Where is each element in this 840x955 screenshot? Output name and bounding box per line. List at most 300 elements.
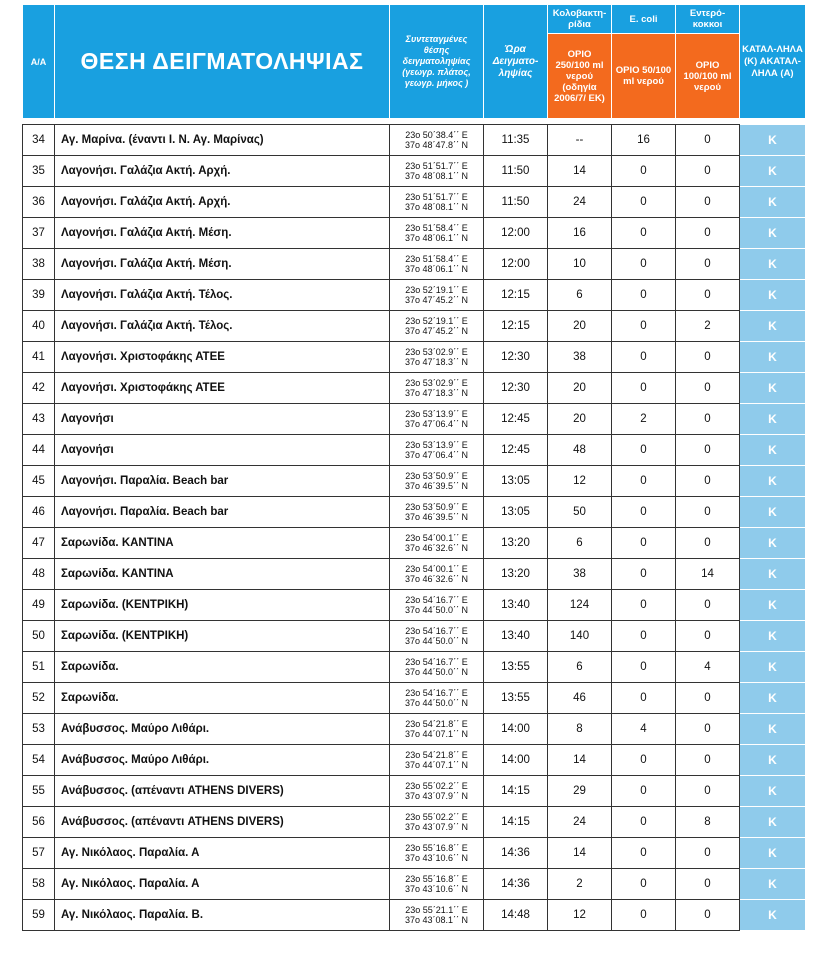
row-coordinates — [390, 125, 484, 156]
row-coliform: 8 — [548, 714, 612, 745]
row-number: 55 — [23, 776, 55, 807]
row-enterococci: 0 — [676, 125, 740, 156]
row-coord-1: 23o 53΄50.9΄΄ E — [405, 502, 468, 512]
row-number: 38 — [23, 249, 55, 280]
row-coliform: 16 — [548, 218, 612, 249]
row-coliform: 38 — [548, 342, 612, 373]
row-enterococci: 0 — [676, 900, 740, 931]
row-ecoli: 0 — [612, 745, 676, 776]
row-location: Ανάβυσσος. (απέναντι ATHENS DIVERS) — [55, 807, 390, 838]
row-coliform: 29 — [548, 776, 612, 807]
row-result-badge: Κ — [740, 869, 806, 900]
row-coordinates — [390, 683, 484, 714]
limit-enterococci: ΟΡΙΟ 100/100 ml νερού — [676, 34, 740, 119]
row-time: 14:48 — [484, 900, 548, 931]
row-result-badge: Κ — [740, 900, 806, 931]
row-coliform: 24 — [548, 807, 612, 838]
row-coordinates — [390, 404, 484, 435]
row-location: Αγ. Νικόλαος. Παραλία. Α — [55, 869, 390, 900]
row-number: 46 — [23, 497, 55, 528]
row-result-badge: Κ — [740, 652, 806, 683]
row-time: 12:30 — [484, 373, 548, 404]
header-enterococci: Εντερό-κοκκοι — [676, 5, 740, 34]
row-enterococci: 8 — [676, 807, 740, 838]
row-coord-2: 37o 44΄50.0΄΄ N — [404, 667, 469, 677]
row-coordinates — [390, 590, 484, 621]
table-row — [23, 900, 806, 931]
row-number: 59 — [23, 900, 55, 931]
row-ecoli: 4 — [612, 714, 676, 745]
row-coord-2: 37o 47΄45.2΄΄ N — [404, 295, 469, 305]
row-ecoli: 0 — [612, 218, 676, 249]
row-coliform: 48 — [548, 435, 612, 466]
row-result-badge: Κ — [740, 714, 806, 745]
row-coord-1: 23o 50΄38.4΄΄ E — [405, 130, 468, 140]
row-number: 47 — [23, 528, 55, 559]
row-location: Αγ. Νικόλαος. Παραλία. Α — [55, 838, 390, 869]
table-row — [23, 249, 806, 280]
row-coord-1: 23o 55΄21.1΄΄ E — [405, 905, 468, 915]
row-result-badge: Κ — [740, 838, 806, 869]
table-row — [23, 776, 806, 807]
row-coord-1: 23o 54΄00.1΄΄ E — [405, 533, 468, 543]
row-coliform: 6 — [548, 528, 612, 559]
row-ecoli: 0 — [612, 776, 676, 807]
limit-coliform: ΟΡΙΟ 250/100 ml νερού (οδηγία 2006/7/ ΕΚ) — [548, 34, 612, 119]
row-coord-1: 23o 54΄16.7΄΄ E — [405, 688, 468, 698]
row-enterococci: 0 — [676, 528, 740, 559]
row-coord-2: 37o 47΄45.2΄΄ N — [404, 326, 469, 336]
row-location: Αγ. Νικόλαος. Παραλία. Β. — [55, 900, 390, 931]
row-ecoli: 0 — [612, 342, 676, 373]
row-location: Λαγονήσι. Γαλάζια Ακτή. Τέλος. — [55, 311, 390, 342]
row-result-badge: Κ — [740, 807, 806, 838]
row-coliform: 124 — [548, 590, 612, 621]
row-enterococci: 0 — [676, 776, 740, 807]
row-coord-1: 23o 55΄02.2΄΄ E — [405, 812, 468, 822]
row-coliform: 10 — [548, 249, 612, 280]
row-ecoli: 0 — [612, 280, 676, 311]
row-result-badge: Κ — [740, 590, 806, 621]
row-ecoli: 0 — [612, 311, 676, 342]
row-time: 12:45 — [484, 435, 548, 466]
row-coord-2: 37o 47΄06.4΄΄ N — [404, 419, 469, 429]
row-number: 49 — [23, 590, 55, 621]
row-time: 12:15 — [484, 280, 548, 311]
table-row — [23, 714, 806, 745]
row-coord-1: 23o 55΄16.8΄΄ E — [405, 843, 468, 853]
row-time: 13:55 — [484, 683, 548, 714]
table-row — [23, 683, 806, 714]
row-location: Λαγονήσι. Γαλάζια Ακτή. Αρχή. — [55, 156, 390, 187]
row-result-badge: Κ — [740, 745, 806, 776]
row-time: 14:15 — [484, 807, 548, 838]
row-coord-2: 37o 47΄06.4΄΄ N — [404, 450, 469, 460]
table-row — [23, 404, 806, 435]
row-number: 39 — [23, 280, 55, 311]
row-number: 52 — [23, 683, 55, 714]
row-enterococci: 2 — [676, 311, 740, 342]
row-coordinates — [390, 466, 484, 497]
row-result-badge: Κ — [740, 776, 806, 807]
row-result-badge: Κ — [740, 125, 806, 156]
row-ecoli: 0 — [612, 466, 676, 497]
header-location: ΘΕΣΗ ΔΕΙΓΜΑΤΟΛΗΨΙΑΣ — [55, 5, 390, 119]
row-result-badge: Κ — [740, 218, 806, 249]
row-location: Λαγονήσι. Χριστοφάκης ΑΤΕΕ — [55, 342, 390, 373]
row-enterococci: 0 — [676, 497, 740, 528]
row-coliform: 46 — [548, 683, 612, 714]
header-coliform: Κολοβακτη-ρίδια — [548, 5, 612, 34]
row-ecoli: 0 — [612, 187, 676, 218]
row-coliform: 12 — [548, 466, 612, 497]
row-coliform: 140 — [548, 621, 612, 652]
row-coord-1: 23o 54΄16.7΄΄ E — [405, 657, 468, 667]
row-result-badge: Κ — [740, 497, 806, 528]
row-enterococci: 0 — [676, 745, 740, 776]
row-time: 14:00 — [484, 714, 548, 745]
row-number: 36 — [23, 187, 55, 218]
row-coord-1: 23o 54΄21.8΄΄ E — [405, 719, 468, 729]
row-result-badge: Κ — [740, 249, 806, 280]
row-coord-1: 23o 51΄51.7΄΄ E — [405, 192, 468, 202]
row-number: 48 — [23, 559, 55, 590]
row-ecoli: 0 — [612, 528, 676, 559]
row-number: 45 — [23, 466, 55, 497]
row-coord-2: 37o 44΄50.0΄΄ N — [404, 605, 469, 615]
table-row — [23, 621, 806, 652]
row-number: 34 — [23, 125, 55, 156]
row-coord-1: 23o 51΄58.4΄΄ E — [405, 223, 468, 233]
row-coordinates — [390, 280, 484, 311]
row-coordinates — [390, 838, 484, 869]
row-ecoli: 0 — [612, 249, 676, 280]
row-time: 13:05 — [484, 466, 548, 497]
row-enterococci: 0 — [676, 187, 740, 218]
table-row — [23, 311, 806, 342]
table-row — [23, 869, 806, 900]
row-time: 13:05 — [484, 497, 548, 528]
row-time: 13:20 — [484, 528, 548, 559]
row-ecoli: 0 — [612, 435, 676, 466]
row-coord-2: 37o 43΄08.1΄΄ N — [404, 915, 469, 925]
row-time: 13:40 — [484, 590, 548, 621]
row-ecoli: 0 — [612, 156, 676, 187]
row-location: Λαγονήσι. Γαλάζια Ακτή. Αρχή. — [55, 187, 390, 218]
row-coord-1: 23o 52΄19.1΄΄ E — [405, 316, 468, 326]
row-number: 40 — [23, 311, 55, 342]
table-row — [23, 652, 806, 683]
row-coordinates — [390, 373, 484, 404]
row-coord-1: 23o 53΄50.9΄΄ E — [405, 471, 468, 481]
row-result-badge: Κ — [740, 280, 806, 311]
row-number: 54 — [23, 745, 55, 776]
row-enterococci: 0 — [676, 249, 740, 280]
table-row — [23, 435, 806, 466]
row-coliform: 20 — [548, 404, 612, 435]
header-result: ΚΑΤΑΛ-ΛΗΛΑ (Κ) ΑΚΑΤΑΛ-ΛΗΛΑ (Α) — [740, 5, 806, 119]
row-time: 12:00 — [484, 249, 548, 280]
row-result-badge: Κ — [740, 466, 806, 497]
row-result-badge: Κ — [740, 342, 806, 373]
row-enterococci: 0 — [676, 590, 740, 621]
table-row — [23, 466, 806, 497]
row-enterococci: 4 — [676, 652, 740, 683]
row-coord-2: 37o 46΄39.5΄΄ N — [404, 512, 469, 522]
row-coliform: 14 — [548, 838, 612, 869]
table-row — [23, 528, 806, 559]
row-location: Σαρωνίδα. — [55, 683, 390, 714]
row-ecoli: 0 — [612, 559, 676, 590]
row-coord-1: 23o 51΄58.4΄΄ E — [405, 254, 468, 264]
row-coordinates — [390, 342, 484, 373]
row-time: 12:30 — [484, 342, 548, 373]
row-coliform: 6 — [548, 280, 612, 311]
row-number: 56 — [23, 807, 55, 838]
row-location: Λαγονήσι. Γαλάζια Ακτή. Μέση. — [55, 249, 390, 280]
row-coordinates — [390, 559, 484, 590]
row-coliform: 12 — [548, 900, 612, 931]
row-coordinates — [390, 435, 484, 466]
table-row — [23, 218, 806, 249]
row-time: 14:36 — [484, 869, 548, 900]
table-row — [23, 838, 806, 869]
row-time: 14:00 — [484, 745, 548, 776]
row-coordinates — [390, 776, 484, 807]
row-coordinates — [390, 621, 484, 652]
row-coord-2: 37o 44΄07.1΄΄ N — [404, 729, 469, 739]
row-location: Σαρωνίδα. ΚΑΝΤΙΝΑ — [55, 559, 390, 590]
table-row — [23, 156, 806, 187]
table-row — [23, 342, 806, 373]
row-coord-2: 37o 43΄07.9΄΄ N — [404, 791, 469, 801]
row-enterococci: 14 — [676, 559, 740, 590]
table-row — [23, 187, 806, 218]
row-number: 50 — [23, 621, 55, 652]
row-enterococci: 0 — [676, 373, 740, 404]
row-coord-2: 37o 48΄06.1΄΄ N — [404, 233, 469, 243]
row-ecoli: 0 — [612, 373, 676, 404]
row-coordinates — [390, 187, 484, 218]
row-coordinates — [390, 156, 484, 187]
row-location: Σαρωνίδα. ΚΑΝΤΙΝΑ — [55, 528, 390, 559]
table-row — [23, 125, 806, 156]
row-number: 42 — [23, 373, 55, 404]
row-time: 11:50 — [484, 156, 548, 187]
row-location: Ανάβυσσος. Μαύρο Λιθάρι. — [55, 714, 390, 745]
row-ecoli: 0 — [612, 621, 676, 652]
row-coordinates — [390, 714, 484, 745]
row-coord-2: 37o 44΄50.0΄΄ N — [404, 698, 469, 708]
row-coordinates — [390, 900, 484, 931]
row-number: 41 — [23, 342, 55, 373]
row-enterococci: 0 — [676, 621, 740, 652]
row-location: Σαρωνίδα. — [55, 652, 390, 683]
row-ecoli: 0 — [612, 497, 676, 528]
row-time: 12:00 — [484, 218, 548, 249]
row-coord-2: 37o 48΄47.8΄΄ N — [404, 140, 469, 150]
row-enterococci: 0 — [676, 342, 740, 373]
row-coord-1: 23o 54΄16.7΄΄ E — [405, 626, 468, 636]
row-time: 13:40 — [484, 621, 548, 652]
row-ecoli: 2 — [612, 404, 676, 435]
row-coord-2: 37o 43΄10.6΄΄ N — [404, 853, 469, 863]
row-time: 12:15 — [484, 311, 548, 342]
row-coliform: 24 — [548, 187, 612, 218]
row-coliform: 20 — [548, 311, 612, 342]
row-coord-1: 23o 54΄21.8΄΄ E — [405, 750, 468, 760]
row-coordinates — [390, 745, 484, 776]
row-location: Ανάβυσσος. Μαύρο Λιθάρι. — [55, 745, 390, 776]
row-number: 37 — [23, 218, 55, 249]
row-coliform: 38 — [548, 559, 612, 590]
row-coordinates — [390, 869, 484, 900]
row-location: Σαρωνίδα. (ΚΕΝΤΡΙΚΗ) — [55, 590, 390, 621]
row-coord-1: 23o 55΄02.2΄΄ E — [405, 781, 468, 791]
row-enterococci: 0 — [676, 683, 740, 714]
row-coord-1: 23o 54΄16.7΄΄ E — [405, 595, 468, 605]
row-location: Λαγονήσι. Παραλία. Beach bar — [55, 497, 390, 528]
row-result-badge: Κ — [740, 373, 806, 404]
row-coordinates — [390, 218, 484, 249]
header-coordinates: Συντεταγμένες θέσης δειγματοληψίας (γεωγρ. πλάτος, γεωγρ. μήκος ) — [390, 5, 484, 119]
table-row — [23, 745, 806, 776]
row-result-badge: Κ — [740, 621, 806, 652]
row-coord-2: 37o 44΄50.0΄΄ N — [404, 636, 469, 646]
row-number: 44 — [23, 435, 55, 466]
header-aa: Α/Α — [23, 5, 55, 119]
table-header — [23, 5, 806, 119]
row-number: 57 — [23, 838, 55, 869]
row-coord-1: 23o 53΄02.9΄΄ E — [405, 347, 468, 357]
row-location: Αγ. Μαρίνα. (έναντι Ι. Ν. Αγ. Μαρίνας) — [55, 125, 390, 156]
row-coord-2: 37o 48΄08.1΄΄ N — [404, 171, 469, 181]
row-ecoli: 0 — [612, 807, 676, 838]
row-result-badge: Κ — [740, 559, 806, 590]
row-enterococci: 0 — [676, 218, 740, 249]
row-enterococci: 0 — [676, 869, 740, 900]
row-coord-1: 23o 53΄13.9΄΄ E — [405, 409, 468, 419]
row-time: 13:20 — [484, 559, 548, 590]
row-coord-2: 37o 46΄32.6΄΄ N — [404, 543, 469, 553]
row-ecoli: 0 — [612, 869, 676, 900]
row-coord-1: 23o 54΄00.1΄΄ E — [405, 564, 468, 574]
row-ecoli: 0 — [612, 838, 676, 869]
row-coord-2: 37o 48΄08.1΄΄ N — [404, 202, 469, 212]
row-time: 14:36 — [484, 838, 548, 869]
row-time: 13:55 — [484, 652, 548, 683]
row-result-badge: Κ — [740, 404, 806, 435]
row-location: Λαγονήσι. Παραλία. Beach bar — [55, 466, 390, 497]
row-location: Λαγονήσι — [55, 435, 390, 466]
row-location: Λαγονήσι. Γαλάζια Ακτή. Τέλος. — [55, 280, 390, 311]
row-location: Σαρωνίδα. (ΚΕΝΤΡΙΚΗ) — [55, 621, 390, 652]
row-location: Λαγονήσι. Χριστοφάκης ΑΤΕΕ — [55, 373, 390, 404]
row-time: 14:15 — [484, 776, 548, 807]
row-coordinates — [390, 497, 484, 528]
row-result-badge: Κ — [740, 528, 806, 559]
row-time: 11:35 — [484, 125, 548, 156]
row-coord-2: 37o 43΄10.6΄΄ N — [404, 884, 469, 894]
row-coord-2: 37o 48΄06.1΄΄ N — [404, 264, 469, 274]
row-coordinates — [390, 807, 484, 838]
row-result-badge: Κ — [740, 311, 806, 342]
table-row — [23, 497, 806, 528]
header-ecoli: E. coli — [612, 5, 676, 34]
row-ecoli: 16 — [612, 125, 676, 156]
row-enterococci: 0 — [676, 838, 740, 869]
table-row — [23, 280, 806, 311]
row-coord-2: 37o 43΄07.9΄΄ N — [404, 822, 469, 832]
row-time: 11:50 — [484, 187, 548, 218]
row-number: 35 — [23, 156, 55, 187]
row-coord-1: 23o 53΄02.9΄΄ E — [405, 378, 468, 388]
row-coord-2: 37o 46΄32.6΄΄ N — [404, 574, 469, 584]
table-row — [23, 590, 806, 621]
row-coliform: 20 — [548, 373, 612, 404]
row-coord-1: 23o 51΄51.7΄΄ E — [405, 161, 468, 171]
row-coord-1: 23o 55΄16.8΄΄ E — [405, 874, 468, 884]
row-time: 12:45 — [484, 404, 548, 435]
row-result-badge: Κ — [740, 156, 806, 187]
row-coord-1: 23o 53΄13.9΄΄ E — [405, 440, 468, 450]
header-time: Ώρα Δειγματο-ληψίας — [484, 5, 548, 119]
row-coord-2: 37o 46΄39.5΄΄ N — [404, 481, 469, 491]
row-location: Ανάβυσσος. (απέναντι ATHENS DIVERS) — [55, 776, 390, 807]
row-ecoli: 0 — [612, 590, 676, 621]
row-coord-2: 37o 47΄18.3΄΄ N — [404, 388, 469, 398]
table-body — [23, 125, 806, 931]
row-ecoli: 0 — [612, 900, 676, 931]
row-number: 53 — [23, 714, 55, 745]
row-result-badge: Κ — [740, 435, 806, 466]
row-enterococci: 0 — [676, 714, 740, 745]
row-ecoli: 0 — [612, 683, 676, 714]
row-enterococci: 0 — [676, 280, 740, 311]
row-result-badge: Κ — [740, 187, 806, 218]
row-number: 51 — [23, 652, 55, 683]
row-enterococci: 0 — [676, 404, 740, 435]
row-coliform: 6 — [548, 652, 612, 683]
row-location: Λαγονήσι — [55, 404, 390, 435]
row-ecoli: 0 — [612, 652, 676, 683]
limit-ecoli: ΟΡΙΟ 50/100 ml νερού — [612, 34, 676, 119]
row-coliform: 2 — [548, 869, 612, 900]
table-row — [23, 559, 806, 590]
row-coordinates — [390, 249, 484, 280]
sampling-results-table — [22, 4, 806, 931]
row-coliform: -- — [548, 125, 612, 156]
row-coliform: 14 — [548, 156, 612, 187]
row-enterococci: 0 — [676, 156, 740, 187]
row-coord-1: 23o 52΄19.1΄΄ E — [405, 285, 468, 295]
row-number: 58 — [23, 869, 55, 900]
row-coord-2: 37o 44΄07.1΄΄ N — [404, 760, 469, 770]
row-coord-2: 37o 47΄18.3΄΄ N — [404, 357, 469, 367]
row-coliform: 50 — [548, 497, 612, 528]
row-result-badge: Κ — [740, 683, 806, 714]
row-coliform: 14 — [548, 745, 612, 776]
row-enterococci: 0 — [676, 466, 740, 497]
row-coordinates — [390, 652, 484, 683]
table-row — [23, 807, 806, 838]
row-coordinates — [390, 311, 484, 342]
row-coordinates — [390, 528, 484, 559]
table-row — [23, 373, 806, 404]
row-enterococci: 0 — [676, 435, 740, 466]
row-location: Λαγονήσι. Γαλάζια Ακτή. Μέση. — [55, 218, 390, 249]
row-number: 43 — [23, 404, 55, 435]
